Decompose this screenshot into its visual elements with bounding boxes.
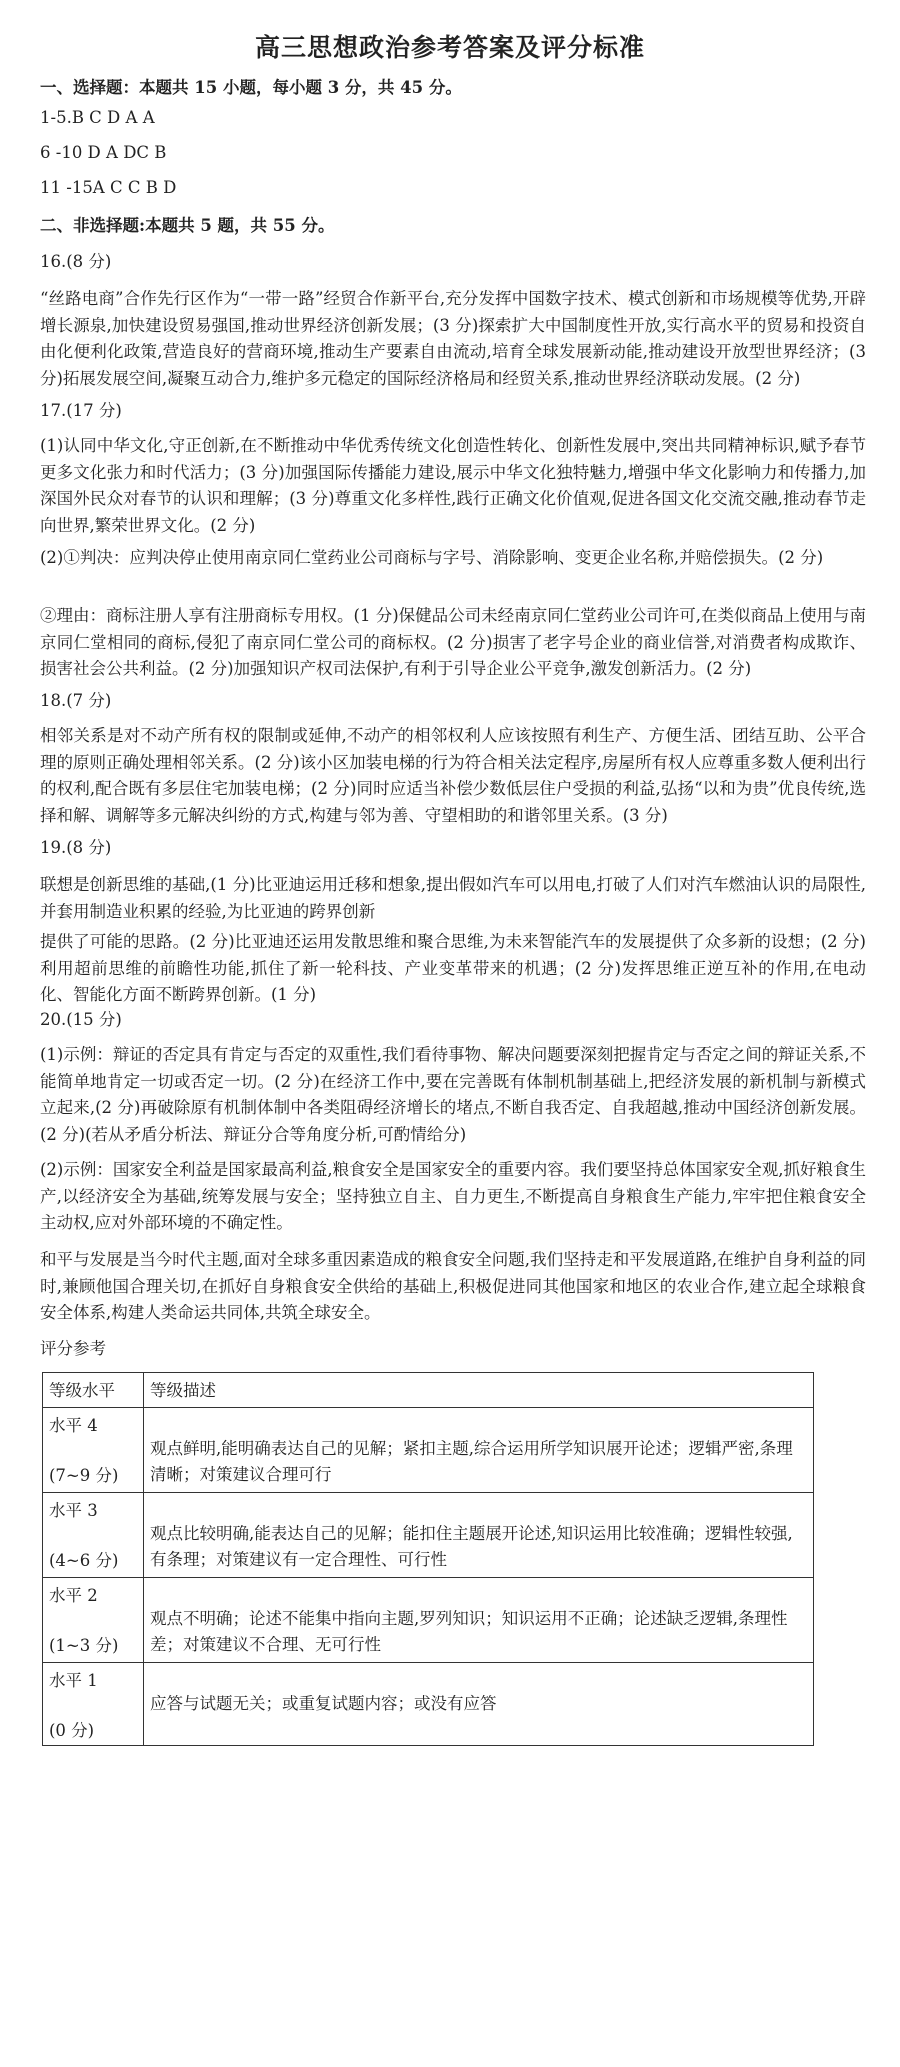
q20-part2: (2)示例：国家安全利益是国家最高利益,粮食安全是国家安全的重要内容。我们要坚持总体国家安全观,抓好粮食生产,以经济安全为基础,统筹发展与安全；坚持独立自主、自力更生,不断提高自身粮食生产能力,牢牢把住粮食安全主动权,应对外部环境的不确定性。 [40, 1160, 866, 1232]
q17-label: 17.(17 分) [40, 401, 122, 420]
rubric-level-cell [43, 1493, 144, 1578]
rubric-level-name: 水平 2 [49, 1586, 98, 1605]
part2-heading: 二、非选择题:本题共 5 题，共 55 分。 [40, 216, 335, 235]
answers-6-10: 6 -10 D A DC B [40, 143, 167, 162]
rubric-level-cell [43, 1408, 144, 1493]
part1-heading: 一、选择题：本题共 15 小题，每小题 3 分，共 45 分。 [40, 78, 462, 97]
q19-answer-part2: 提供了可能的思路。(2 分)比亚迪还运用发散思维和聚合思维,为未来智能汽车的发展提供了众多新的设想；(2 分)利用超前思维的前瞻性功能,抓住了新一轮科技、产业变革带来的机遇；(2 分)发挥思维正逆互补的作用,在电动化、智能化方面不断跨界创新。(1 分) [40, 932, 866, 1004]
rubric-col-level: 等级水平 [43, 1373, 144, 1408]
rubric-heading: 评分参考 [40, 1339, 106, 1358]
rubric-level-name: 水平 4 [49, 1416, 98, 1435]
q18-answer: 相邻关系是对不动产所有权的限制或延伸,不动产的相邻权利人应该按照有利生产、方便生活、团结互助、公平合理的原则正确处理相邻关系。(2 分)该小区加装电梯的行为符合相关法定程序,房屋所有权人应尊重多数人便利出行的权利,配合既有多层住宅加装电梯；(2 分)同时应适当补偿少数低层住户受损的利益,弘扬“以和为贵”优良传统,选择和解、调解等多元解决纠纷的方式,构建与邻为善、守望相助的和谐邻里关系。(3 分) [40, 726, 866, 825]
q17-part2-judgment: (2)①判决：应判决停止使用南京同仁堂药业公司商标与字号、消除影响、变更企业名称,并赔偿损失。(2 分) [40, 548, 824, 567]
q20-part2-continued: 和平与发展是当今时代主题,面对全球多重因素造成的粮食安全问题,我们坚持走和平发展道路,在维护自身利益的同时,兼顾他国合理关切,在抓好自身粮食安全供给的基础上,积极促进同其他国家和地区的农业合作,建立起全球粮食安全体系,构建人类命运共同体,共筑全球安全。 [40, 1250, 866, 1322]
rubric-level-description: 观点不明确；论述不能集中指向主题,罗列知识；知识运用不正确；论述缺乏逻辑,条理性差；对策建议不合理、无可行性 [144, 1578, 814, 1663]
rubric-level-score: (0 分) [49, 1721, 95, 1740]
rubric-level-name: 水平 1 [49, 1671, 98, 1690]
rubric-level-description: 观点比较明确,能表达自己的见解；能扣住主题展开论述,知识运用比较准确；逻辑性较强,有条理；对策建议有一定合理性、可行性 [144, 1493, 814, 1578]
rubric-level-cell [43, 1578, 144, 1663]
rubric-row [43, 1408, 814, 1493]
q18-label: 18.(7 分) [40, 691, 112, 710]
rubric-row [43, 1663, 814, 1746]
rubric-row [43, 1578, 814, 1663]
rubric-level-cell [43, 1663, 144, 1746]
q20-part1: (1)示例：辩证的否定具有肯定与否定的双重性,我们看待事物、解决问题要深刻把握肯定与否定之间的辩证关系,不能简单地肯定一切或否定一切。(2 分)在经济工作中,要在完善既有体制机制基础上,把经济发展的新机制与新模式立起来,(2 分)再破除原有机制体制中各类阻碍经济增长的堵点,不断自我否定、自我超越,推动中国经济创新发展。(2 分)(若从矛盾分析法、辩证分合等角度分析,可酌情给分) [40, 1045, 866, 1144]
rubric-level-score: (1~3 分) [49, 1636, 119, 1655]
rubric-level-score: (7~9 分) [49, 1466, 119, 1485]
page-title: 高三思想政治参考答案及评分标准 [254, 33, 645, 62]
q16-answer: “丝路电商”合作先行区作为“一带一路”经贸合作新平台,充分发挥中国数字技术、模式创新和市场规模等优势,开辟增长源泉,加快建设贸易强国,推动世界经济创新发展；(3 分)探索扩大中国制度性开放,实行高水平的贸易和投资自由化便利化政策,营造良好的营商环境,推动生产要素自由流动,培育全球发展新动能,推动建设开放型世界经济；(3 分)拓展发展空间,凝聚互动合力,维护多元稳定的国际经济格局和经贸关系,推动世界经济联动发展。(2 分) [40, 289, 866, 388]
q20-label: 20.(15 分) [40, 1010, 122, 1029]
rubric-level-name: 水平 3 [49, 1501, 98, 1520]
rubric-level-description: 应答与试题无关；或重复试题内容；或没有应答 [144, 1663, 814, 1746]
q17-part1: (1)认同中华文化,守正创新,在不断推动中华优秀传统文化创造性转化、创新性发展中,突出共同精神标识,赋予春节更多文化张力和时代活力；(3 分)加强国际传播能力建设,展示中华文化独特魅力,增强中华文化影响力和传播力,加深国外民众对春节的认识和理解；(3 分)尊重文化多样性,践行正确文化价值观,促进各国文化交流交融,推动春节走向世界,繁荣世界文化。(2 分) [40, 436, 866, 535]
rubric-col-description: 等级描述 [144, 1373, 814, 1408]
q16-label: 16.(8 分) [40, 252, 112, 271]
rubric-row [43, 1493, 814, 1578]
answers-1-5: 1-5.B C D A A [40, 108, 155, 127]
rubric-header-row [43, 1373, 814, 1408]
q19-answer-part1: 联想是创新思维的基础,(1 分)比亚迪运用迁移和想象,提出假如汽车可以用电,打破了人们对汽车燃油认识的局限性,并套用制造业积累的经验,为比亚迪的跨界创新 [40, 875, 866, 921]
rubric-level-score: (4~6 分) [49, 1551, 119, 1570]
q17-part2-reason: ②理由：商标注册人享有注册商标专用权。(1 分)保健品公司未经南京同仁堂药业公司许可,在类似商品上使用与南京同仁堂相同的商标,侵犯了南京同仁堂公司的商标权。(2 分)损害了老字号企业的商业信誉,对消费者构成欺诈、损害社会公共利益。(2 分)加强知识产权司法保护,有利于引导企业公平竞争,激发创新活力。(2 分) [40, 606, 866, 678]
q19-label: 19.(8 分) [40, 838, 112, 857]
rubric-level-description: 观点鲜明,能明确表达自己的见解；紧扣主题,综合运用所学知识展开论述；逻辑严密,条理清晰；对策建议合理可行 [144, 1408, 814, 1493]
rubric-table [42, 1372, 814, 1746]
answers-11-15: 11 -15A C C B D [40, 178, 177, 197]
